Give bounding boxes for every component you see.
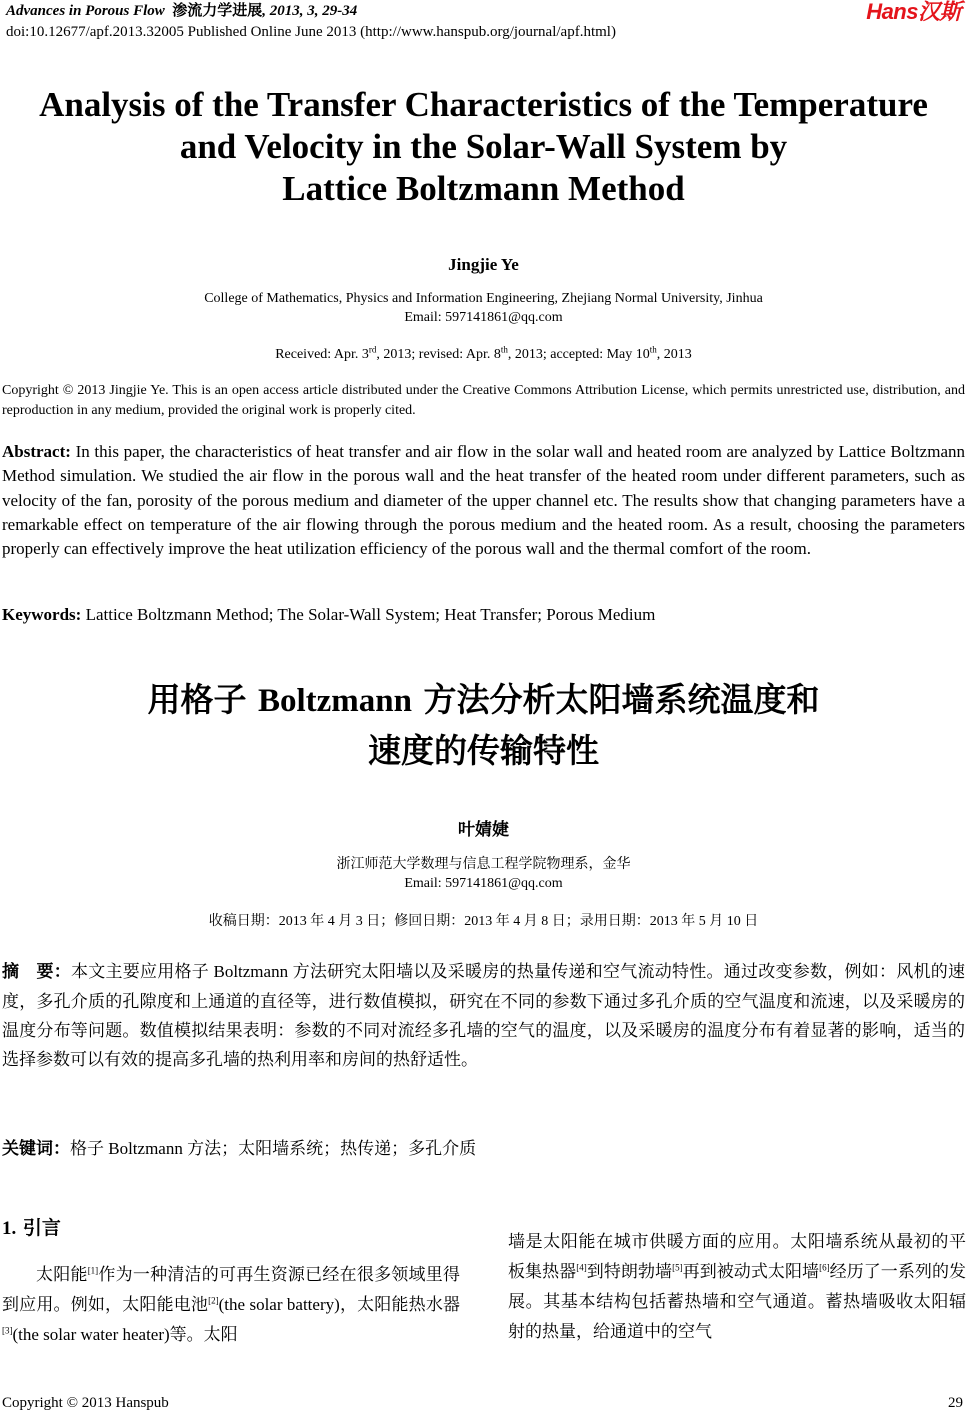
keywords-cn-text: 格子 Boltzmann 方法；太阳墙系统；热传递；多孔介质	[70, 1139, 477, 1158]
journal-volume: , 2013, 3, 29-34	[262, 3, 358, 19]
body-text: (the solar battery)，太阳能热水器	[218, 1295, 460, 1314]
section-number: 1.	[2, 1218, 17, 1239]
journal-name-cn: 渗流力学进展	[172, 3, 263, 19]
title-line-2: and Velocity in the Solar-Wall System by	[179, 127, 788, 166]
affiliation-cn-block	[0, 855, 967, 893]
keywords-label: Keywords:	[2, 605, 82, 624]
email-cn: Email: 597141861@qq.com	[404, 876, 563, 891]
year: , 2013	[656, 347, 692, 362]
affiliation-en: College of Mathematics, Physics and Information Engineering, Zhejiang Normal University, Jinhua	[204, 291, 763, 306]
keywords-cn	[2, 1137, 965, 1161]
abstract-cn-label: 摘 要：	[2, 962, 71, 982]
paper-title-en	[0, 84, 967, 210]
keywords-en	[2, 603, 965, 627]
abstract-cn	[2, 957, 965, 1074]
citation-ref[interactable]: [4]	[576, 1262, 587, 1273]
keywords-cn-label: 关键词：	[2, 1139, 70, 1159]
citation-ref[interactable]: [2]	[208, 1295, 219, 1306]
journal-name: Advances in Porous Flow	[6, 3, 165, 19]
journal-header	[6, 2, 357, 20]
body-text: 作为一种清洁的可再生资源已经在很多领域里得到应用。例如，太阳能电池	[2, 1265, 460, 1314]
received-date: Received: Apr. 3	[275, 347, 369, 362]
copyright-notice: Copyright © 2013 Jingjie Ye. This is an open access article distributed under the Creative Commons Attribution License, which permits unrestricted use, distribution, and reproduction in any medium, provided the original work is properly cited.	[2, 383, 965, 418]
title-cn-part: 用格子	[147, 680, 258, 719]
citation-ref[interactable]: [1]	[87, 1265, 99, 1276]
title-cn-line-2: 速度的传输特性	[368, 731, 599, 770]
author-en: Jingjie Ye	[448, 255, 519, 274]
keywords-text: Lattice Boltzmann Method; The Solar-Wall System; Heat Transfer; Porous Medium	[81, 605, 656, 624]
body-text: 到特朗勃墙	[586, 1262, 673, 1281]
footer-copyright: Copyright © 2013 Hanspub	[2, 1395, 169, 1411]
author-cn: 叶婧婕	[458, 820, 509, 840]
citation-ref[interactable]: [6]	[819, 1262, 830, 1273]
title-cn-line-1	[0, 675, 967, 726]
accepted-date: , 2013; accepted: May 10	[507, 347, 650, 362]
revised-date: , 2013; revised: Apr. 8	[376, 347, 501, 362]
received-dates-cn: 收稿日期：2013 年 4 月 3 日；修回日期：2013 年 4 月 8 日；录用日期：2013 年 5 月 10 日	[208, 914, 759, 929]
title-cn-part: 方法分析太阳墙系统温度和	[412, 680, 820, 719]
ordinal-suffix: th	[500, 344, 508, 355]
body-text: (the solar water heater)等。太阳	[12, 1325, 238, 1344]
publisher-logo: Hans汉斯	[866, 0, 961, 24]
abstract-cn-text: 本文主要应用格子 Boltzmann 方法研究太阳墙以及采暖房的热量传递和空气流动特性。通过改变参数，例如：风机的速度，多孔介质的孔隙度和上通道的直径等，进行数值模拟，研究在不同的参数下通过多孔介质的空气温度和流速，以及采暖房的温度分布等问题。数值模拟结果表明：参数的不同对流经多孔墙的空气的温度，以及采暖房的温度分布有着显著的影响，适当的选择参数可以有效的提高多孔墙的热利用率和房间的热舒适性。	[2, 962, 965, 1069]
citation-ref[interactable]: [5]	[672, 1262, 683, 1273]
body-column-left	[2, 1260, 460, 1350]
citation-ref[interactable]: [3]	[2, 1325, 13, 1336]
ordinal-suffix: th	[649, 344, 657, 355]
title-cn-part: Boltzmann	[257, 683, 412, 719]
email-en: Email: 597141861@qq.com	[404, 310, 563, 325]
body-text: 墙是太阳能在城市供暖方面的应用。太阳墙系统从最初的平板集热器	[508, 1232, 966, 1281]
page-number: 29	[948, 1395, 963, 1411]
section-heading	[2, 1213, 61, 1240]
body-text: 经历了一系列的发展。其基本结构包括蓄热墙和空气通道。蓄热墙吸收太阳辐射的热量，给通道中的空气	[508, 1262, 967, 1341]
body-column-right	[508, 1227, 966, 1347]
affiliation-cn: 浙江师范大学数理与信息工程学院物理系，金华	[336, 857, 631, 872]
title-line-3: Lattice Boltzmann Method	[282, 169, 685, 208]
body-text: 再到被动式太阳墙	[682, 1262, 820, 1281]
ordinal-suffix: rd	[368, 344, 377, 355]
received-dates-en	[0, 345, 967, 364]
abstract-en	[2, 440, 965, 561]
paper-title-cn	[0, 675, 967, 776]
title-line-1: Analysis of the Transfer Characteristics of the Temperature	[39, 85, 928, 124]
body-text: 太阳能	[36, 1265, 88, 1284]
abstract-label: Abstract:	[2, 442, 71, 461]
section-title: 引言	[16, 1217, 61, 1239]
abstract-text: In this paper, the characteristics of heat transfer and air flow in the solar wall and heated room are analyzed by Lattice Boltzmann Method simulation. We studied the air flow in the porous wall and the heat transfer of the heated room under different parameters, such as velocity of the fan, porosity of the porous medium and diameter of the upper channel etc. The results show that changing parameters have a remarkable effect on temperature of the air flowing through the porous medium and the heated room. As a result, choosing the parameters properly can effectively improve the heat utilization efficiency of the porous wall and the thermal comfort of the room.	[2, 442, 965, 559]
doi-line: doi:10.12677/apf.2013.32005 Published Online June 2013 (http://www.hanspub.org/journal/apf.html)	[6, 24, 616, 40]
affiliation-en-block	[0, 289, 967, 327]
